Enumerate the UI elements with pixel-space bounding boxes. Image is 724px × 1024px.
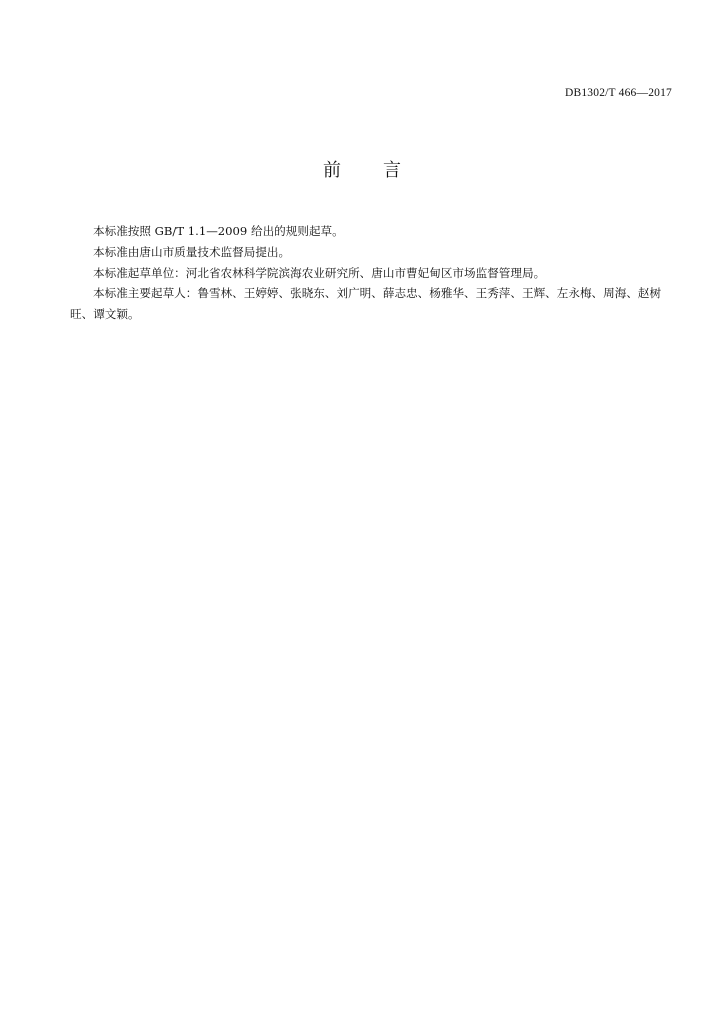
foreword-body [70, 221, 670, 325]
title-char-2: 言 [383, 160, 401, 181]
document-number: DB1302/T 466—2017 [564, 87, 672, 99]
paragraph-drafters: 本标准主要起草人：鲁雪林、王婷婷、张晓东、刘广明、薛志忠、杨雅华、王秀萍、王辉、左永梅、周海、赵树旺、谭文颖。 [70, 286, 662, 322]
page-title [0, 156, 724, 182]
paragraph-drafting-rules: 本标准按照 GB/T 1.1—2009 给出的规则起草。 [93, 224, 344, 238]
title-char-1: 前 [323, 160, 341, 181]
paragraph-proposer: 本标准由唐山市质量技术监督局提出。 [93, 244, 291, 259]
paragraph-drafting-units: 本标准起草单位：河北省农林科学院滨海农业研究所、唐山市曹妃甸区市场监督管理局。 [93, 265, 546, 280]
